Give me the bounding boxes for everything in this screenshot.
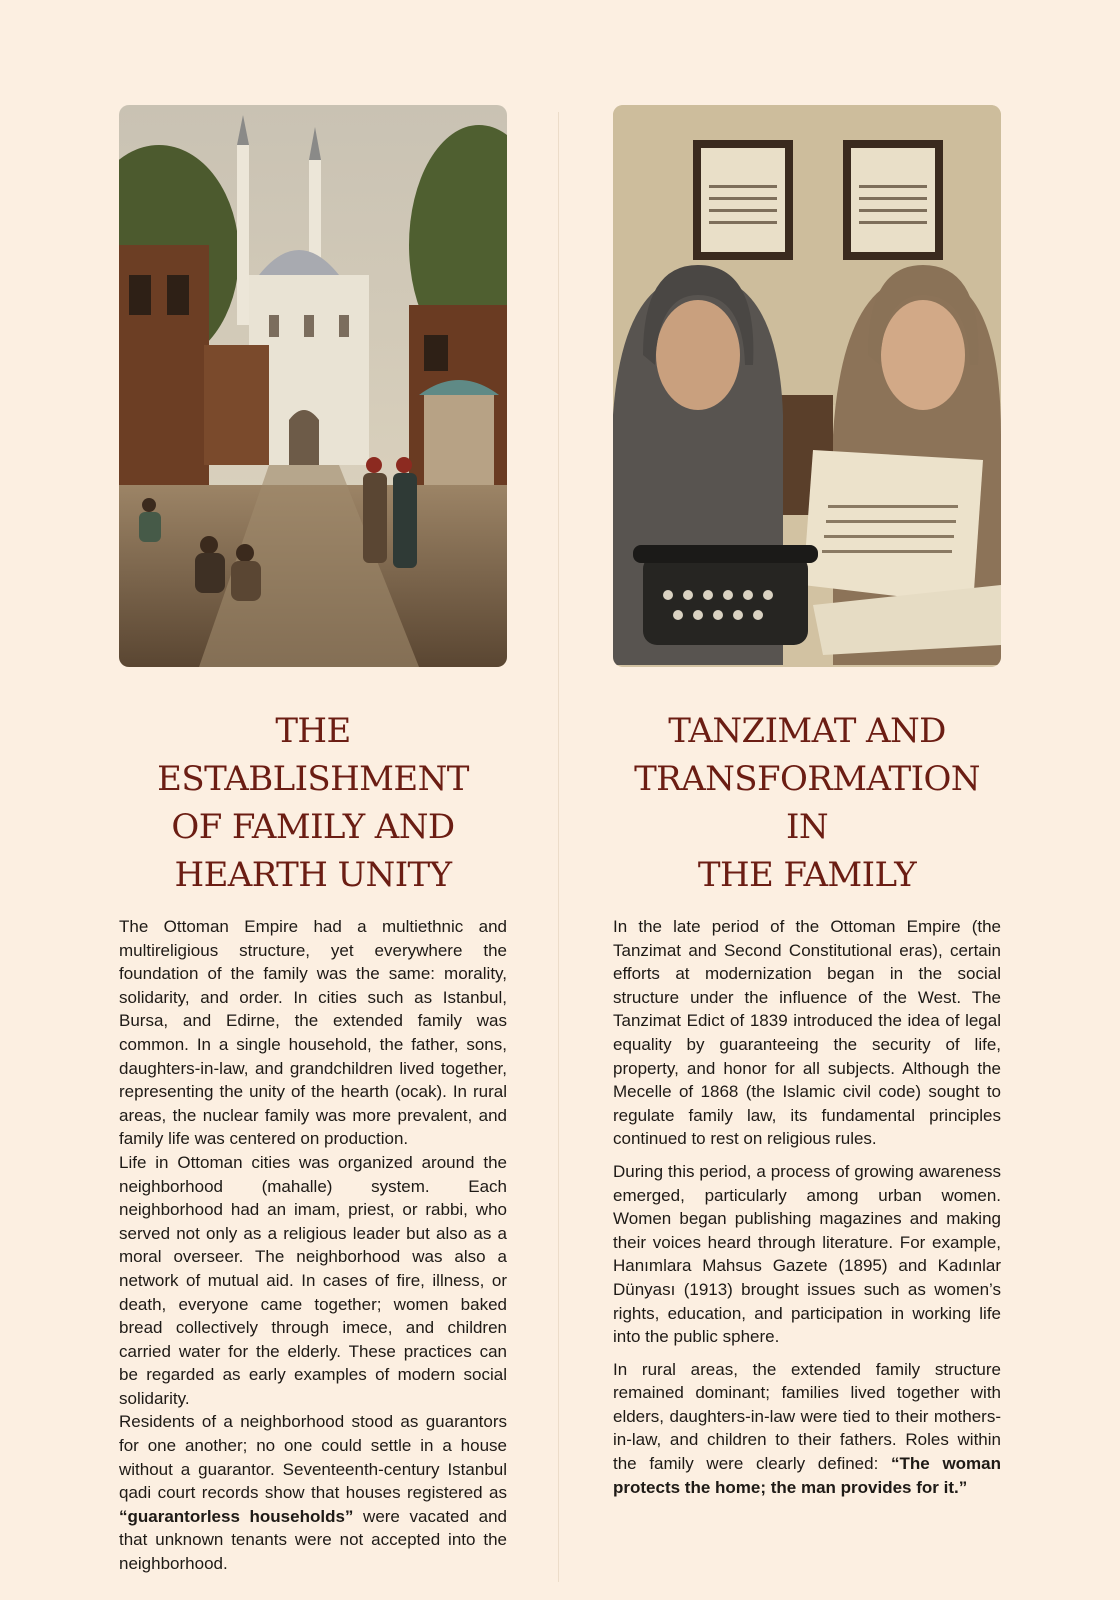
left-title-line-1: THE ESTABLISHMENT [157,711,469,799]
right-paragraph-3 [613,1358,1001,1500]
left-paragraph-1: The Ottoman Empire had a multiethnic and multireligious structure, yet everywhere the foundation of the family was the same: morality, solidarity, and order. In cities such as Istanbul, Bursa, and Edirne, the extended family was common. In a single household, the father, sons, daughters-in-law, and grandchildren lived together, representing the unity of the hearth (ocak). In rural areas, the nuclear family was more prevalent, and family life was centered on production. [119,917,507,1149]
mosque-street-illustration [119,105,507,667]
right-body-text [613,915,1001,1499]
right-column [613,105,1001,1508]
left-paragraph-3-text-a: Residents of a neighborhood stood as guarantors for one another; no one could settle in a house without a guarantor. Seventeenth-century Istanbul qadi court records show that houses registered as [119,1412,507,1503]
left-paragraph-2: Life in Ottoman cities was organized around the neighborhood (mahalle) system. Each neighborhood had an imam, priest, or rabbi, who served not only as a religious leader but also as a moral overseer. The neighborhood was also a network of mutual aid. In cases of fire, illness, or death, everyone came together; women baked bread collectively through imece, and children carried water for the elderly. These practices can be regarded as early examples of modern social solidarity. [119,1152,507,1408]
right-title-line-2: TRANSFORMATION IN [634,759,980,847]
left-section-title [119,707,507,899]
right-paragraph-1: In the late period of the Ottoman Empire (the Tanzimat and Second Constitutional eras), certain efforts at modernization began in the social structure under the influence of the West. The Tanzimat Edict of 1839 introduced the idea of legal equality by guaranteeing the security of life, property, and honor for all subjects. Although the Mecelle of 1868 (the Islamic civil code) sought to regulate family law, its fundamental principles continued to rest on religious rules. [613,917,1001,1149]
right-section-title [613,707,1001,899]
guarantorless-households-emphasis: “guarantorless households” [119,1506,354,1526]
left-body-text [119,915,507,1576]
women-newspaper-image [613,105,1001,667]
left-column [119,105,507,1576]
mosque-street-image [119,105,507,667]
right-paragraph-3-text-a: In rural areas, the extended family structure remained dominant; families lived together with elders, daughters-in-law were tied to their mothers-in-law, and children to their fathers. Roles within the family were clearly defined: [613,1359,1001,1474]
left-title-line-2: OF FAMILY AND [171,807,455,847]
column-divider [558,112,559,1582]
right-title-line-3: THE FAMILY [697,855,917,895]
right-title-line-1: TANZIMAT AND [668,711,946,751]
women-newspaper-illustration [613,105,1001,667]
left-paragraph-3 [119,1410,507,1575]
left-title-line-3: HEARTH UNITY [174,855,452,895]
family-roles-quote: “The woman protects the home; the man provides for it.” [613,1454,1002,1497]
left-paragraph-3-text-b: were vacated and that unknown tenants were not accepted into the neighborhood. [119,1506,508,1574]
right-paragraph-2: During this period, a process of growing awareness emerged, particularly among urban women. Women began publishing magazines and making their voices heard through literature. For example, Hanımlara Mahsus Gazete (1895) and Kadınlar Dünyası (1913) brought issues such as women’s rights, education, and participation in working life into the public sphere. [613,1161,1001,1347]
